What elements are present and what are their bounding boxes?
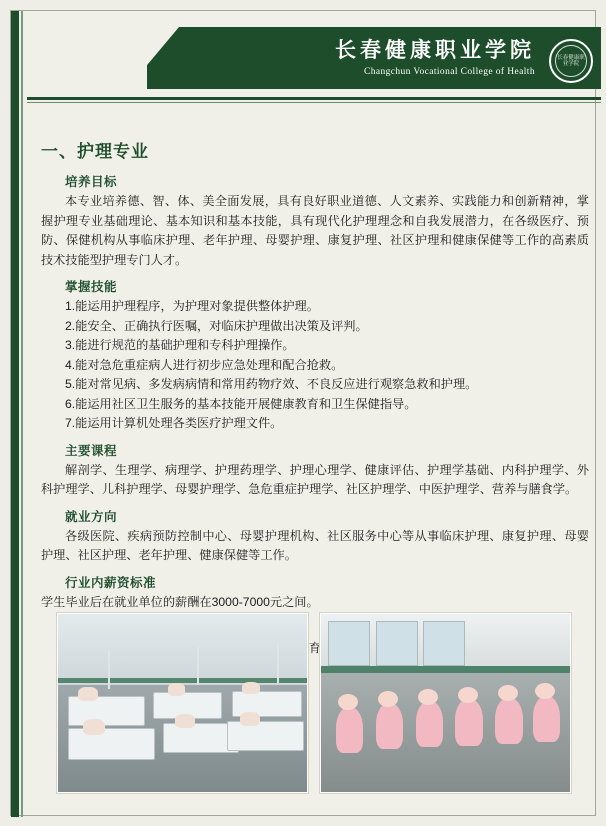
header-rule-thick (27, 97, 601, 100)
cpr-training-room-photo (320, 613, 571, 793)
header-rule-thin (27, 102, 601, 103)
college-name-cn: 长春健康职业学院 (335, 37, 535, 62)
left-accent-bar (11, 11, 19, 817)
page-title: 一、护理专业 (41, 142, 149, 162)
college-logo-text: 长春健康职业学院 (557, 55, 585, 67)
block-employment-direction (41, 507, 589, 566)
list-item: 2.能安全、正确执行医嘱，对临床护理做出决策及评判。 (65, 318, 368, 333)
college-name-en: Changchun Vocational College of Health (363, 67, 535, 77)
skills-list (41, 297, 589, 434)
text-training-objective: 本专业培养德、智、体、美全面发展，具有良好职业道德、人文素养、实践能力和创新精神，掌握护理专业基础理论、基本知识和基本技能，具有现代化护理理念和自我发展潜力，在各级医疗、预防、保健机构从事临床护理、老年护理、母婴护理、康复护理、社区护理和健康保健等工作的高素质技术技能型护理专门人才。 (41, 194, 589, 267)
nursing-lab-beds-photo (57, 613, 308, 793)
college-logo (549, 39, 593, 83)
list-item: 1.能运用护理程序，为护理对象提供整体护理。 (65, 299, 319, 313)
block-main-courses (41, 441, 589, 500)
text-employment-direction: 各级医院、疾病预防控制中心、母婴护理机构、社区服务中心等从事临床护理、康复护理、母婴护理、社区护理、老年护理、健康保健等工作。 (41, 528, 589, 562)
list-item: 6.能运用社区卫生服务的基本技能开展健康教育和卫生保健指导。 (65, 396, 417, 411)
list-item: 5.能对常见病、多发病病情和常用药物疗效、不良反应进行观察急救和护理。 (65, 377, 478, 391)
block-training-objective (41, 172, 589, 270)
list-item: 7.能运用计算机处理各类医疗护理文件。 (65, 416, 283, 430)
subheading-main-courses: 主要课程 (65, 443, 118, 458)
text-main-courses: 解剖学、生理学、病理学、护理药理学、护理心理学、健康评估、护理学基础、内科护理学、外科护理学、儿科护理学、母婴护理学、急危重症护理学、社区护理学、中医护理学、营养与膳食学。 (41, 462, 589, 496)
left-accent-bar-thin (21, 11, 23, 817)
list-item: 3.能进行规范的基础护理和专科护理操作。 (65, 338, 295, 352)
subheading-salary-standard: 行业内薪资标准 (65, 575, 157, 590)
subheading-employment-direction: 就业方向 (65, 509, 118, 524)
text-salary-standard: 学生毕业后在就业单位的薪酬在3000-7000元之间。 (41, 594, 319, 609)
page-frame (10, 10, 596, 816)
college-logo-ring (555, 45, 587, 77)
subheading-skills: 掌握技能 (65, 280, 118, 294)
list-item: 4.能对急危重症病人进行初步应急处理和配合抢救。 (65, 357, 344, 372)
subheading-training-objective: 培养目标 (65, 175, 118, 189)
block-skills (41, 277, 589, 434)
page-header (27, 27, 601, 107)
header-diagonal-cut (127, 27, 179, 89)
section-content (41, 137, 589, 661)
header-title-block (335, 37, 535, 79)
photo-row (57, 613, 571, 793)
block-salary-standard (41, 573, 589, 613)
